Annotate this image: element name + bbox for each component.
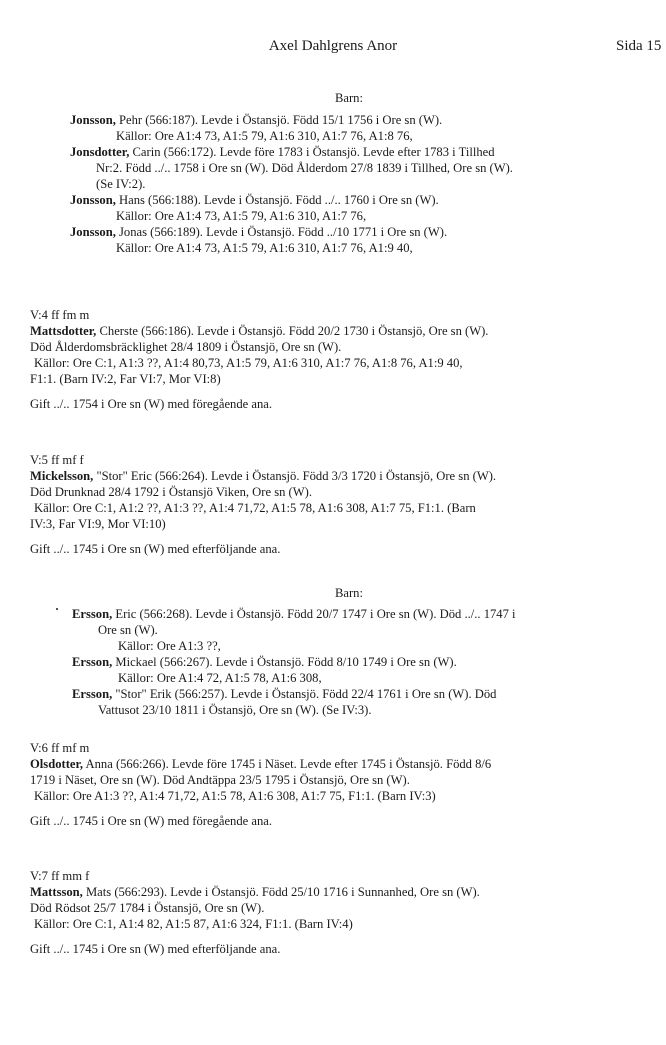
child-surname: Jonsson, <box>70 113 116 127</box>
ancestor-sources: Källor: Ore C:1, A1:3 ??, A1:4 80,73, A1:5 79, A1:6 310, A1:7 76, A1:8 76, A1:9 40, <box>34 356 463 370</box>
child-sources: Källor: Ore A1:4 73, A1:5 79, A1:6 310, A1:7 76, A1:9 40, <box>116 241 413 255</box>
ancestor-entry-v4: V:4 ff fm m Mattsdotter, Cherste (566:186). Levde i Östansjö. Född 20/2 1730 i Östansjö, Ore sn (W). Död Ålderdomsbräcklighet 28/4 1809 i Östansjö, Ore sn (W). Källor: Ore C:1, A1:3 ??, A1:4 80,73, A1:5 79, A1:6 310, A1:7 76, A1:8 76, A1:9 40, F1:1. (Barn IV:2, Far VI:7, Mor VI:8) Gift ../.. 1754 i Ore sn (W) med föregående ana. <box>30 307 666 412</box>
ancestor-surname: Mattsson, <box>30 885 83 899</box>
marriage-note: Gift ../.. 1754 i Ore sn (W) med föregående ana. <box>30 397 272 411</box>
child-list: Jonsson, Pehr (566:187). Levde i Östansjö. Född 15/1 1756 i Ore sn (W). Källor: Ore A1:4 73, A1:5 79, A1:6 310, A1:7 76, A1:8 76, Jonsdotter, Carin (566:172). Levde före 1783 i Östansjö. Levde efter 1783 i Tillhed Nr:2. Född ../.. 1758 i Ore sn (W). Död Ålderdom 27/8 1839 i Tillhed, Ore sn (W). (Se IV:2). Jonsson, Hans (566:188). Levde i Östansjö. Född ../.. 1760 i Ore sn (W). Källor: Ore A1:4 73, A1:5 79, A1:6 310, A1:7 76, Jonsson, Jonas (566:189). Levde i Östansjö. Född ../10 1771 i Ore sn (W). Källor: Ore A1:4 73, A1:5 79, A1:6 310, A1:7 76, A1:9 40, <box>70 112 666 256</box>
page-number: Sida 15 <box>616 38 662 54</box>
child-surname: Jonsdotter, <box>70 145 130 159</box>
child-entry: Jonsson, Pehr (566:187). Levde i Östansjö. Född 15/1 1756 i Ore sn (W). <box>70 113 443 127</box>
ancestor-surname: Olsdotter, <box>30 757 84 771</box>
ancestor-surname: Mattsdotter, <box>30 324 97 338</box>
ancestor-sources: Källor: Ore A1:3 ??, A1:4 71,72, A1:5 78, A1:6 308, A1:7 75, F1:1. (Barn IV:3) <box>34 789 436 803</box>
child-entry: Ersson, "Stor" Erik (566:257). Levde i Östansjö. Född 22/4 1761 i Ore sn (W). Död <box>72 687 497 701</box>
ancestor-entry-v7: V:7 ff mm f Mattsson, Mats (566:293). Levde i Östansjö. Född 25/10 1716 i Sunnanhed, Ore sn (W). Död Rödsot 25/7 1784 i Östansjö, Ore sn (W). Källor: Ore C:1, A1:4 82, A1:5 87, A1:6 324, F1:1. (Barn IV:4) Gift ../.. 1745 i Ore sn (W) med efterföljande ana. <box>30 868 666 957</box>
child-entry: Ersson, Eric (566:268). Levde i Östansjö. Född 20/7 1747 i Ore sn (W). Död ../.. 1747 i <box>72 607 516 621</box>
child-sources: Källor: Ore A1:4 73, A1:5 79, A1:6 310, A1:7 76, <box>116 209 367 223</box>
child-sources: Källor: Ore A1:4 73, A1:5 79, A1:6 310, A1:7 76, A1:8 76, <box>116 129 413 143</box>
child-sources: Källor: Ore A1:3 ??, <box>118 639 221 653</box>
page-title: Axel Dahlgrens Anor <box>268 38 398 54</box>
marriage-note: Gift ../.. 1745 i Ore sn (W) med efterföljande ana. <box>30 542 281 556</box>
child-entry: Jonsson, Jonas (566:189). Levde i Östansjö. Född ../10 1771 i Ore sn (W). <box>70 225 448 239</box>
ancestor-sources: Källor: Ore C:1, A1:2 ??, A1:3 ??, A1:4 71,72, A1:5 78, A1:6 308, A1:7 75, F1:1. (Barn <box>34 501 476 515</box>
ancestor-label: V:6 ff mf m <box>30 741 90 755</box>
child-entry: Ersson, Mickael (566:267). Levde i Östansjö. Född 8/10 1749 i Ore sn (W). <box>72 655 457 669</box>
child-entry: Jonsson, Hans (566:188). Levde i Östansjö. Född ../.. 1760 i Ore sn (W). <box>70 193 439 207</box>
child-list: Ersson, Eric (566:268). Levde i Östansjö. Född 20/7 1747 i Ore sn (W). Död ../.. 1747 i Ore sn (W). Källor: Ore A1:3 ??, Ersson, Mickael (566:267). Levde i Östansjö. Född 8/10 1749 i Ore sn (W). Källor: Ore A1:4 72, A1:5 78, A1:6 308, Ersson, "Stor" Erik (566:257). Levde i Östansjö. Född 22/4 1761 i Ore sn (W). Död Vattusot 23/10 1811 i Östansjö, Ore sn (W). (Se IV:3). <box>72 606 666 718</box>
scan-speck <box>56 608 58 610</box>
ancestor-label: V:4 ff fm m <box>30 308 90 322</box>
child-surname: Ersson, <box>72 687 113 701</box>
child-surname: Jonsson, <box>70 225 116 239</box>
child-entry: Jonsdotter, Carin (566:172). Levde före 1783 i Östansjö. Levde efter 1783 i Tillhed <box>70 145 495 159</box>
child-surname: Jonsson, <box>70 193 116 207</box>
child-sources: Källor: Ore A1:4 72, A1:5 78, A1:6 308, <box>118 671 322 685</box>
marriage-note: Gift ../.. 1745 i Ore sn (W) med efterföljande ana. <box>30 942 281 956</box>
barn-heading: Barn: <box>335 586 363 600</box>
ancestor-entry-v5: V:5 ff mf f Mickelsson, "Stor" Eric (566:264). Levde i Östansjö. Född 3/3 1720 i Östansjö, Ore sn (W). Död Drunknad 28/4 1792 i Östansjö Viken, Ore sn (W). Källor: Ore C:1, A1:2 ??, A1:3 ??, A1:4 71,72, A1:5 78, A1:6 308, A1:7 75, F1:1. (Barn IV:3, Far VI:9, Mor VI:10) Gift ../.. 1745 i Ore sn (W) med efterföljande ana. <box>30 452 666 557</box>
ancestor-label: V:5 ff mf f <box>30 453 84 467</box>
child-surname: Ersson, <box>72 607 113 621</box>
ancestor-entry-v6: V:6 ff mf m Olsdotter, Anna (566:266). Levde före 1745 i Näset. Levde efter 1745 i Östansjö. Född 8/6 1719 i Näset, Ore sn (W). Död Andtäppa 23/5 1795 i Östansjö, Ore sn (W). Källor: Ore A1:3 ??, A1:4 71,72, A1:5 78, A1:6 308, A1:7 75, F1:1. (Barn IV:3) Gift ../.. 1745 i Ore sn (W) med föregående ana. <box>30 740 666 829</box>
marriage-note: Gift ../.. 1745 i Ore sn (W) med föregående ana. <box>30 814 272 828</box>
ancestor-label: V:7 ff mm f <box>30 869 90 883</box>
ancestor-surname: Mickelsson, <box>30 469 94 483</box>
barn-heading: Barn: <box>335 91 363 105</box>
child-surname: Ersson, <box>72 655 113 669</box>
ancestor-sources: Källor: Ore C:1, A1:4 82, A1:5 87, A1:6 324, F1:1. (Barn IV:4) <box>34 917 353 931</box>
